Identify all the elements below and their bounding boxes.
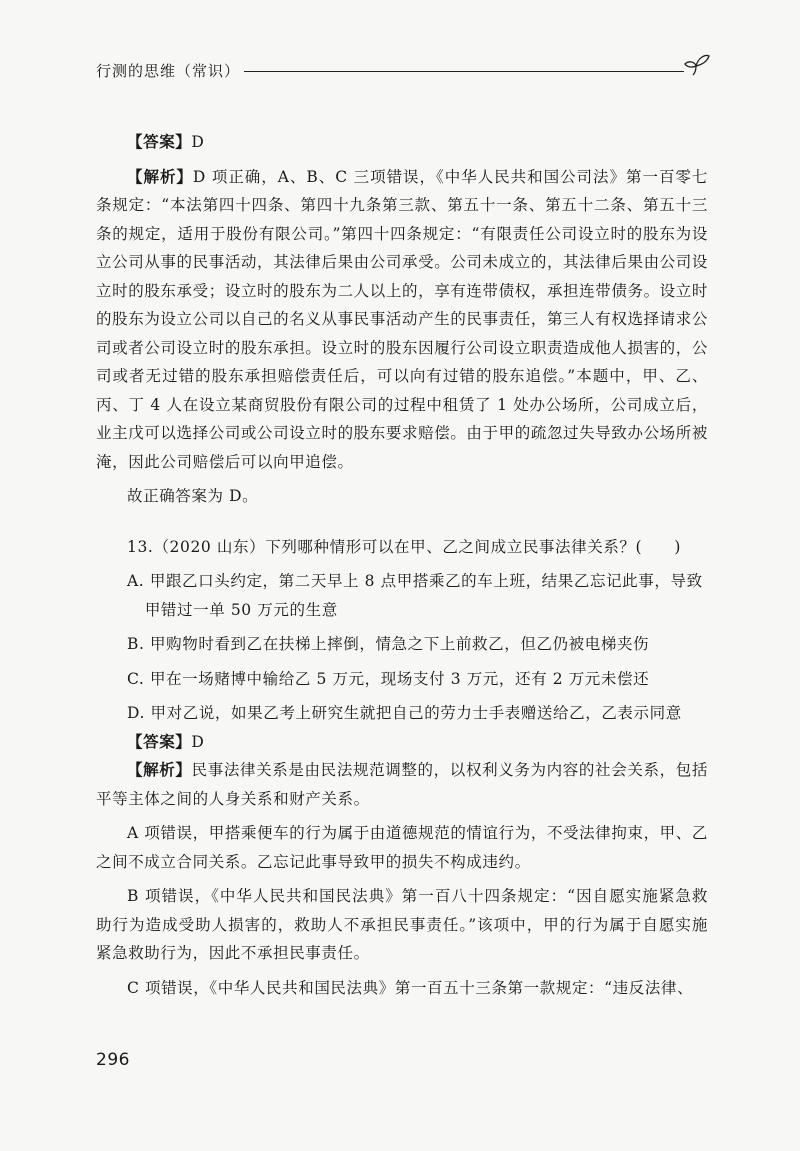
page-content [96, 128, 708, 1002]
analysis-option-c: C 项错误，《中华人民共和国民法典》第一百五十三条第一款规定：“违反法律、 [127, 978, 694, 997]
page-number: 296 [96, 1050, 130, 1070]
option-c: C. 甲在一场赌博中输给乙 5 万元，现场支付 3 万元，还有 2 万元未偿还 [127, 669, 650, 688]
analysis-intro: 民事法律关系是由民法规范调整的，以权利义务为内容的社会关系，包括平等主体之间的人身关系和财产关系。 [96, 761, 708, 808]
option-a: A. 甲跟乙口头约定，第二天早上 8 点甲搭乘乙的车上班，结果乙忘记此事，导致 [127, 572, 703, 590]
answer-line [96, 128, 708, 157]
answer-line [96, 728, 708, 757]
sprout-icon [681, 50, 711, 76]
answer-value: D [191, 732, 205, 751]
answer-label: 【答案】 [127, 732, 192, 751]
header-title: 行测的思维（常识） [96, 62, 241, 80]
analysis-label: 【解析】 [127, 761, 192, 779]
option-d: D. 甲对乙说，如果乙考上研究生就把自己的劳力士手表赠送给乙，乙表示同意 [127, 704, 682, 722]
answer-label: 【答案】 [127, 133, 192, 151]
analysis-text: D 项正确，A、B、C 三项错误，《中华人民共和国公司法》第一百零七条规定：“本法第四十四条、第四十九条第三款、第五十一条、第五十二条、第五十三条的规定，适用于股份有限公司。”第四十四条规定：“有限责任公司设立时的股东为设立公司从事的民事活动，其法律后果由公司承受。公司未成立的，其法律后果由公司设立时的股东承受；设立时的股东为二人以上的，享有连带债权，承担连带债务。设立时的股东为设立公司以自己的名义从事民事活动产生的民事责任，第三人有权选择请求公司或者公司设立时的股东承担。设立时的股东因履行公司设立职责造成他人损害的，公司或者无过错的股东承担赔偿责任后，可以向有过错的股东追偿。”本题中，甲、乙、丙、丁 4 人在设立某商贸股份有限公司的过程中租赁了 1 处办公场所，公司成立后，业主戊可以选择公司或公司设立时的股东要求赔偿。由于甲的疏忽过失导致办公场所被淹，因此公司赔偿后可以向甲追偿。 [96, 167, 708, 471]
answer-value: D [191, 133, 205, 151]
analysis-label: 【解析】 [127, 167, 193, 186]
analysis-paragraph [96, 756, 708, 813]
option-b: B. 甲购物时看到乙在扶梯上摔倒，情急之下上前救乙，但乙仍被电梯夹伤 [127, 635, 650, 653]
analysis-option-a: A 项错误，甲搭乘便车的行为属于由道德规范的情谊行为，不受法律拘束，甲、乙之间不成立合同关系。乙忘记此事导致甲的损失不构成违约。 [96, 824, 708, 871]
running-header [96, 58, 706, 88]
conclusion-line: 故正确答案为 D。 [127, 487, 259, 505]
question-stem: 13.（2020 山东）下列哪种情形可以在甲、乙之间成立民事法律关系？( ) [127, 537, 682, 556]
header-rule [244, 71, 684, 72]
analysis-paragraph [96, 163, 708, 477]
option-a-continued: 甲错过一单 50 万元的生意 [144, 600, 338, 619]
analysis-option-b: B 项错误，《中华人民共和国民法典》第一百八十四条规定：“因自愿实施紧急救助行为造成受助人损害的，救助人不承担民事责任。”该项中，甲的行为属于自愿实施紧急救助行为，因此不承担民事责任。 [96, 887, 708, 962]
